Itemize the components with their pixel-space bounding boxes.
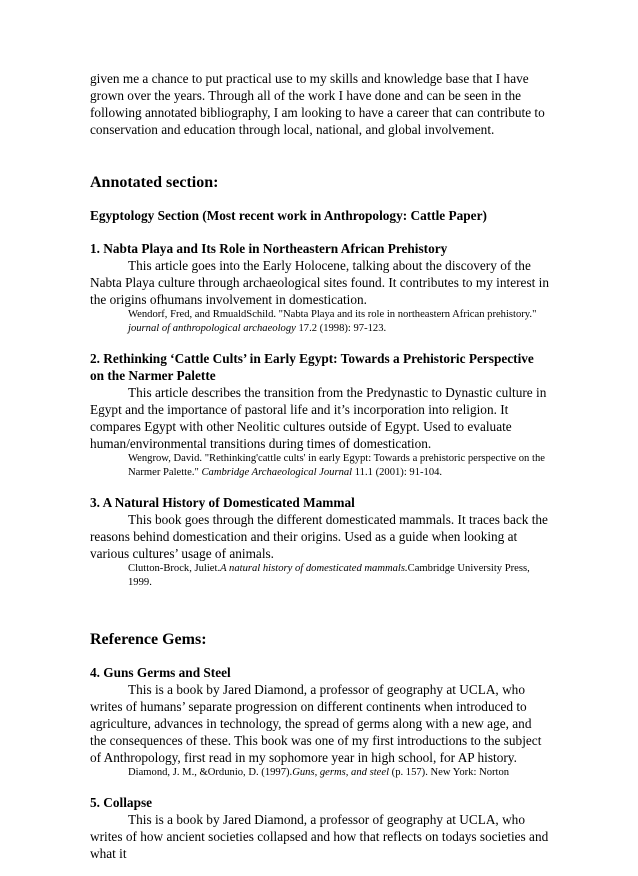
citation-text: Wengrow, David. "Rethinking'cattle cults' in early Egypt: Towards a prehistoric perspective on the Narmer Palette." — [128, 453, 545, 478]
entry-citation — [90, 766, 550, 780]
entry-title: 3. A Natural History of Domesticated Mammal — [90, 495, 355, 510]
bibliography-entry-5 — [90, 794, 550, 862]
intro-paragraph: given me a chance to put practical use to my skills and knowledge base that I have grown over the years. Through all of the work I have done and can be seen in the following annotated bibliography, I am looking to have a career that can contribute to conservation and education through local, national, and global involvement. — [90, 71, 545, 137]
bibliography-entry-4 — [90, 664, 550, 780]
entry-annotation: This book goes through the different domesticated mammals. It traces back the reasons behind domestication and their origins. Used as a guide when looking at various cultures’ usage of animals. — [90, 512, 548, 561]
bibliography-entry-3 — [90, 494, 550, 590]
entry-title: 2. Rethinking ‘Cattle Cults’ in Early Egypt: Towards a Prehistoric Perspective on the Narmer Palette — [90, 351, 534, 383]
citation-details: 11.1 (2001): 91-104. — [354, 467, 443, 478]
entry-annotation: This article describes the transition from the Predynastic to Dynastic culture in Egypt and the importance of pastoral life and it’s incorporation into religion. It compares Egypt with other Neolitic cultures outside of Egypt. Used to evaluate human/environmental transitions during times of domestication. — [90, 385, 547, 451]
citation-book-title: A natural history of domesticated mammals. — [220, 563, 408, 574]
annotated-section-heading: Annotated section: — [90, 174, 219, 191]
bibliography-entry-1 — [90, 240, 550, 336]
citation-details: 17.2 (1998): 97-123. — [298, 323, 387, 334]
bibliography-entry-2 — [90, 350, 550, 480]
citation-book-title: Guns, germs, and steel — [292, 767, 390, 778]
citation-text: Clutton-Brock, Juliet. — [128, 563, 221, 574]
citation-details: Cambridge University Press, 1999. — [128, 563, 530, 588]
citation-text: Diamond, J. M., &Ordunio, D. (1997). — [128, 767, 293, 778]
reference-gems-heading: Reference Gems: — [90, 631, 207, 648]
entry-title: 4. Guns Germs and Steel — [90, 665, 231, 680]
section-spacer — [90, 604, 550, 630]
entry-annotation: This article goes into the Early Holocene, talking about the discovery of the Nabta Playa culture through archaeological sites found. It contributes to my interest in the origins ofhumans involvement in domestication. — [90, 258, 549, 307]
entry-annotation: This is a book by Jared Diamond, a professor of geography at UCLA, who writes of how ancient societies collapsed and how that reflects on todays societies and what it — [90, 812, 549, 861]
citation-journal: journal of anthropological archaeology — [128, 323, 296, 334]
entry-citation — [90, 562, 550, 590]
egyptology-subheading: Egyptology Section (Most recent work in Anthropology: Cattle Paper) — [90, 208, 487, 223]
page-content — [90, 70, 550, 876]
entry-title: 1. Nabta Playa and Its Role in Northeastern African Prehistory — [90, 241, 448, 256]
citation-details: (p. 157). New York: Norton — [391, 767, 510, 778]
entry-annotation: This is a book by Jared Diamond, a professor of geography at UCLA, who writes of humans’ separate progression on different continents when introduced to agriculture, advances in technology, the spread of germs along with a new age, and the consequences of these. This book was one of my first introductions to the subject of Anthropology, first read in my sophomore year in high school, for AP history. — [90, 682, 542, 765]
entry-citation — [90, 308, 550, 336]
entry-title: 5. Collapse — [90, 795, 153, 810]
citation-text: Wendorf, Fred, and RmualdSchild. "Nabta Playa and its role in northeastern African prehistory." — [128, 309, 537, 320]
entry-citation — [90, 452, 550, 480]
citation-journal: Cambridge Archaeological Journal — [201, 467, 353, 478]
